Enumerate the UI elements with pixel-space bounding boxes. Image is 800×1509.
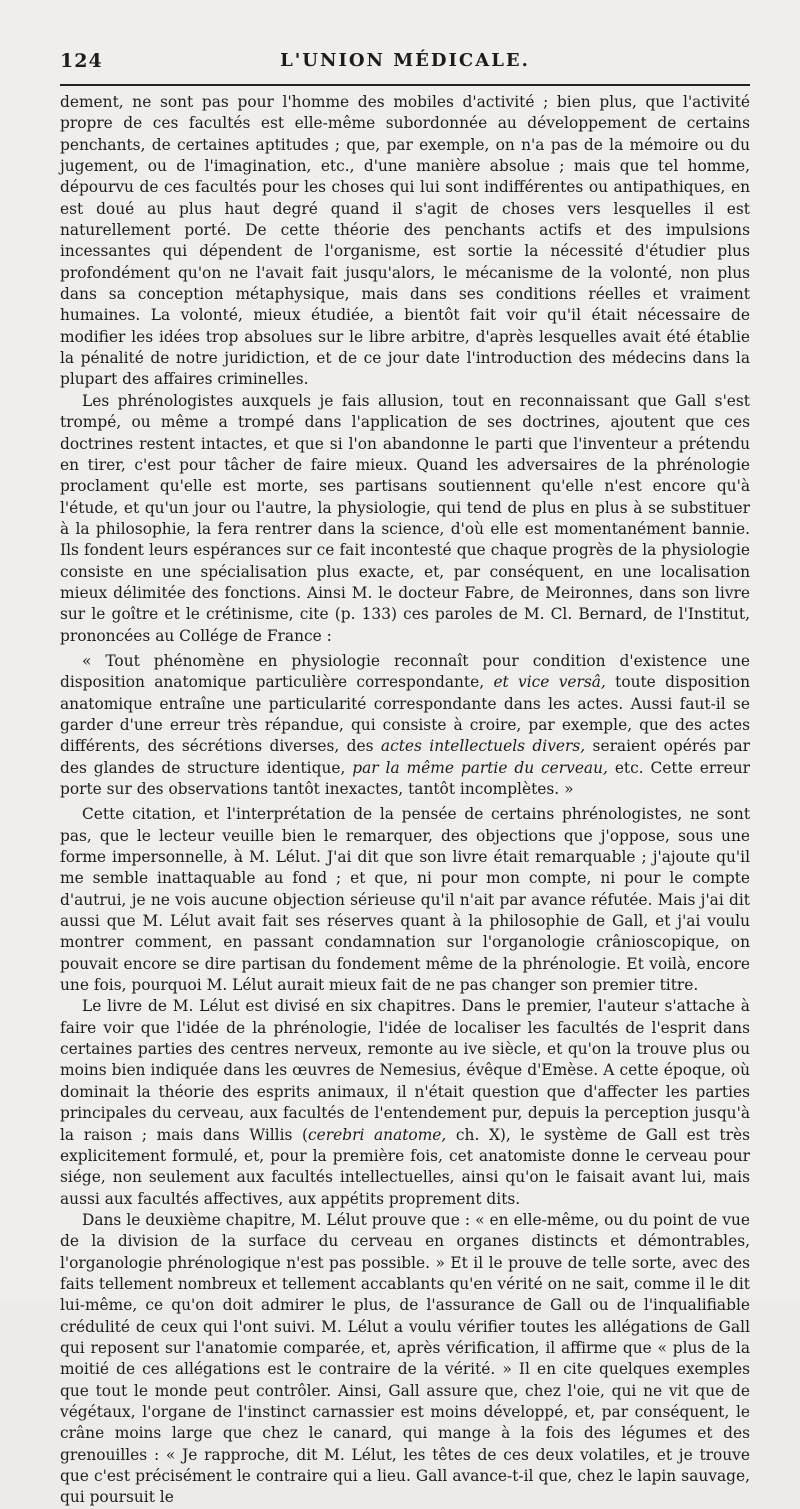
- body-text: [60, 92, 750, 1509]
- text-run: etc. Cette erreur porte sur des observations tantôt inexactes, tantôt incomplètes. »: [60, 758, 751, 798]
- italic-run: par la même partie du cerveau,: [352, 758, 608, 777]
- text-run: Le livre de M. Lélut est divisé en six chapitres. Dans le premier, l'auteur s'attache à faire voir que l'idée de la phrénologie, l'idée de localiser les facultés de l'esprit dans certaines parties des centres nerveux, remonte au ive siècle, et qu'on la trouve plus ou moins bien indiquée dans les œuvres de Nemesius, évêque d'Emèse. A cette époque, où dominait la théorie des esprits animaux, il n'était question que d'affecter les parties principales du cerveau, aux facultés de l'entendement pur, depuis la perception jusqu'à la raison ; mais dans Willis (: [60, 997, 750, 1144]
- text-run: ch. X), le système de Gall est très explicitement formulé, et, pour la première fois, cet anatomiste donne le cerveau pour siége, non seulement aux facultés intellectuelles, ainsi qu'on le faisait avant lui, mais aussi aux facultés affectives, aux appétits proprement dits.: [60, 1125, 750, 1208]
- text-run: Cette citation, et l'interprétation de la pensée de certains phrénologistes, ne sont pas, que le lecteur veuille bien le remarquer, des objections que j'oppose, sous une forme impersonnelle, à M. Lélut. J'ai dit que son livre était remarquable ; j'ajoute qu'il me semble inattaquable au fond ; et que, ni pour mon compte, ni pour le compte d'autrui, je ne vois aucune objection sérieuse qu'il n'ait par avance réfutée. Mais j'ai dit aussi que M. Lélut avait fait ses réserves quant à la philosophie de Gall, et j'ai voulu montrer comment, en passant condamnation sur l'organologie crânioscopique, on pouvait encore se dire partisan du fondement même de la phrénologie. Et voilà, encore une fois, pourquoi M. Lélut aurait mieux fait de ne pas changer son premier titre.: [60, 805, 750, 995]
- running-title: L'UNION MÉDICALE.: [280, 50, 530, 71]
- quotation-paragraph: [60, 651, 750, 800]
- header-rule: [60, 84, 750, 86]
- text-run: seraient opérés par des glandes de structure identique,: [60, 737, 750, 777]
- italic-run: et vice versâ,: [493, 673, 606, 692]
- text-run: « Tout phénomène en physiologie reconnaît pour condition d'existence une disposition anatomique particulière correspondante,: [60, 651, 750, 692]
- paragraph: [60, 391, 750, 647]
- text-run: toute disposition anatomique entraîne une particularité correspondante dans les actes. Aussi faut-il se garder d'une erreur très répandue, qui consiste à croire, par exemple, que des actes différents, des sécrétions diverses, des: [60, 673, 750, 756]
- text-run: dement, ne sont pas pour l'homme des mobiles d'activité ; bien plus, que l'activité propre de ces facultés est elle-même subordonnée au développement de certains penchants, de certaines aptitudes ; que, par exemple, on n'a pas de la mémoire ou du jugement, ou de l'imagination, etc., d'une manière absolue ; mais que tel homme, dépourvu de ces facultés pour les choses qui lui sont indifférentes ou antipathiques, en est doué au plus haut degré quand il s'agit de choses vers lesquelles il est naturellement porté. De cette théorie des penchants actifs et des impulsions incessantes qui dépendent de l'organisme, est sortie la nécessité d'étudier plus profondément qu'on ne l'avait fait jusqu'alors, le mécanisme de la volonté, non plus dans sa conception métaphysique, mais dans ses conditions réelles et vraiment humaines. La volonté, mieux étudiée, a bientôt fait voir qu'il était nécessaire de modifier les idées trop absolues sur le libre arbitre, d'après lesquelles avait été établie la pénalité de notre juridiction, et de ce jour date l'introduction des médecins dans la plupart des affaires criminelles.: [60, 93, 750, 389]
- page-number: 124: [60, 50, 103, 72]
- italic-run: cerebri anatome,: [308, 1125, 447, 1144]
- text-run: Dans le deuxième chapitre, M. Lélut prouve que : « en elle-même, ou du point de vue de la division de la surface du cerveau en organes distincts et démontrables, l'organologie phrénologique n'est pas possible. » Et il le prouve de telle sorte, avec des faits tellement nombreux et tellement accablants qu'en vérité on ne sait, comme il le dit lui-même, ce qu'on doit admirer le plus, de l'assurance de Gall ou de l'inqualifiable crédulité de ceux qui l'ont suivi. M. Lélut a voulu vérifier toutes les allégations de Gall qui reposent sur l'anatomie comparée, et, après vérification, il affirme que « plus de la moitié de ces allégations est le contraire de la vérité. » Il en cite quelques exemples que tout le monde peut contrôler. Ainsi, Gall assure que, chez l'oie, qui ne vit que de végétaux, l'organe de l'instinct carnassier est moins développé, et, par conséquent, le crâne moins large que chez le canard, qui mange à la fois des légumes et des grenouilles : « Je rapproche, dit M. Lélut, les têtes de ces deux volatiles, et je trouve que c'est précisément le contraire qui a lieu. Gall avance-t-il que, chez le lapin sauvage, qui poursuit le: [60, 1210, 750, 1507]
- paragraph: [60, 1210, 750, 1509]
- paragraph: [60, 996, 750, 1209]
- text-run: Les phrénologistes auxquels je fais allusion, tout en reconnaissant que Gall s'est trompé, ou même a trompé dans l'application de ses doctrines, ajoutent que ces doctrines restent intactes, et que si l'on abandonne le parti que l'inventeur a prétendu en tirer, c'est pour tâcher de faire mieux. Quand les adversaires de la phrénologie proclament qu'elle est morte, ses partisans soutiennent qu'elle n'est encore qu'à l'étude, et qu'un jour ou l'autre, la physiologie, qui tend de plus en plus à se substituer à la philosophie, la fera rentrer dans la science, d'où elle est momentanément bannie. Ils fondent leurs espérances sur ce fait incontesté que chaque progrès de la physiologie consiste en une spécialisation plus exacte, et, par conséquent, en une localisation mieux délimitée des fonctions. Ainsi M. le docteur Fabre, de Meironnes, dans son livre sur le goître et le crétinisme, cite (p. 133) ces paroles de M. Cl. Bernard, de l'Institut, prononcées au Collége de France :: [60, 391, 750, 645]
- page-header: [60, 50, 750, 76]
- paragraph: [60, 804, 750, 996]
- paragraph: [60, 92, 750, 391]
- italic-run: actes intellectuels divers,: [380, 737, 586, 756]
